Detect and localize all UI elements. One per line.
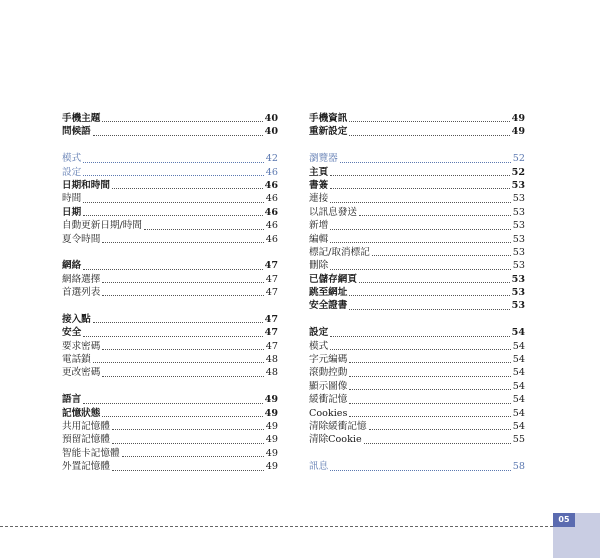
toc-leader-dots — [93, 362, 264, 363]
toc-entry-page: 40 — [264, 126, 278, 138]
toc-right-column — [309, 112, 525, 474]
toc-entry-page: 54 — [512, 354, 525, 366]
toc-leader-dots — [102, 416, 262, 417]
toc-leader-dots — [112, 429, 264, 430]
toc-entry[interactable] — [62, 166, 278, 179]
toc-leader-dots — [330, 242, 511, 243]
toc-entry[interactable] — [309, 340, 525, 353]
toc-leader-dots — [144, 229, 264, 230]
toc-leader-dots — [330, 175, 509, 176]
toc-entry[interactable] — [62, 206, 278, 219]
toc-leader-dots — [349, 135, 509, 136]
toc-entry-label: 以訊息發送 — [309, 206, 357, 218]
toc-leader-dots — [359, 215, 511, 216]
toc-section-gap — [309, 447, 525, 460]
toc-entry[interactable] — [309, 112, 525, 125]
toc-entry-label: 新增 — [309, 220, 329, 232]
toc-entry-label: 時間 — [62, 193, 82, 205]
toc-entry-label: 模式 — [309, 340, 329, 352]
toc-entry-page: 53 — [512, 246, 525, 258]
toc-entry-label: 共用記憶體 — [62, 420, 110, 432]
toc-entry[interactable] — [62, 326, 278, 339]
toc-section-gap — [309, 139, 525, 152]
toc-entry-label: 網絡選擇 — [62, 273, 101, 285]
toc-leader-dots — [349, 376, 510, 377]
toc-entry[interactable] — [62, 366, 278, 379]
toc-entry-label: Cookies — [309, 407, 348, 419]
toc-entry-label: 安全證書 — [309, 300, 348, 312]
toc-entry-label: 主頁 — [309, 166, 329, 178]
toc-leader-dots — [364, 443, 511, 444]
toc-entry-label: 自動更新日期/時間 — [62, 220, 142, 232]
toc-entry-page: 49 — [264, 394, 278, 406]
toc-entry[interactable] — [309, 192, 525, 205]
toc-leader-dots — [102, 376, 263, 377]
toc-entry-label: 訊息 — [309, 461, 329, 473]
toc-entry-page: 53 — [512, 260, 525, 272]
toc-leader-dots — [340, 162, 511, 163]
toc-leader-dots — [122, 456, 264, 457]
toc-entry[interactable] — [62, 233, 278, 246]
toc-leader-dots — [349, 403, 510, 404]
toc-entry-page: 42 — [265, 153, 278, 165]
toc-entry-label: 預留記憶體 — [62, 434, 110, 446]
toc-entry[interactable] — [309, 286, 525, 299]
toc-entry-page: 52 — [512, 153, 525, 165]
toc-entry-label: 網絡 — [62, 260, 82, 272]
toc-entry-page: 49 — [264, 407, 278, 419]
toc-entry-page: 49 — [511, 126, 525, 138]
toc-leader-dots — [330, 336, 509, 337]
toc-entry[interactable] — [309, 299, 525, 312]
toc-entry[interactable] — [309, 166, 525, 179]
toc-leader-dots — [83, 202, 264, 203]
toc-leader-dots — [102, 242, 263, 243]
toc-entry-page: 47 — [265, 273, 278, 285]
toc-entry[interactable] — [62, 313, 278, 326]
toc-entry-page: 40 — [264, 112, 278, 124]
toc-entry-label: 瀏覽器 — [309, 153, 338, 165]
toc-entry[interactable] — [309, 420, 525, 433]
toc-entry-label: 設定 — [62, 166, 82, 178]
toc-entry-page: 47 — [264, 260, 278, 272]
toc-entry-label: 書簽 — [309, 179, 329, 191]
toc-leader-dots — [359, 282, 510, 283]
toc-entry-label: 語言 — [62, 394, 82, 406]
toc-entry-page: 47 — [264, 327, 278, 339]
toc-entry-page: 54 — [512, 340, 525, 352]
toc-entry-page: 53 — [511, 179, 525, 191]
toc-entry[interactable] — [62, 219, 278, 232]
toc-leader-dots — [83, 175, 264, 176]
toc-leader-dots — [349, 121, 509, 122]
toc-entry-page: 46 — [265, 166, 278, 178]
toc-entry-label: 首選列表 — [62, 287, 101, 299]
toc-entry-label: 問候語 — [62, 126, 91, 138]
toc-entry-label: 滾動控動 — [309, 367, 348, 379]
toc-entry[interactable] — [309, 246, 525, 259]
toc-left-column — [62, 112, 278, 474]
toc-entry[interactable] — [62, 152, 278, 165]
toc-entry-label: 更改密碼 — [62, 367, 101, 379]
toc-entry-page: 54 — [511, 327, 525, 339]
toc-entry-label: 字元編碼 — [309, 354, 348, 366]
toc-leader-dots — [349, 309, 509, 310]
toc-entry-page: 53 — [512, 193, 525, 205]
toc-entry-label: 刪除 — [309, 260, 329, 272]
toc-leader-dots — [83, 403, 262, 404]
toc-entry-page: 54 — [512, 407, 525, 419]
toc-entry[interactable] — [62, 420, 278, 433]
toc-leader-dots — [369, 429, 511, 430]
toc-entry-label: 標記/取消標記 — [309, 246, 370, 258]
toc-entry[interactable] — [309, 206, 525, 219]
toc-leader-dots — [102, 282, 263, 283]
toc-entry[interactable] — [62, 179, 278, 192]
toc-entry[interactable] — [309, 152, 525, 165]
toc-leader-dots — [330, 202, 511, 203]
toc-entry[interactable] — [309, 233, 525, 246]
toc-entry[interactable] — [309, 366, 525, 379]
toc-entry-page: 49 — [265, 447, 278, 459]
toc-entry[interactable] — [62, 407, 278, 420]
toc-entry[interactable] — [309, 407, 525, 420]
toc-entry[interactable] — [62, 192, 278, 205]
toc-entry-page: 54 — [512, 380, 525, 392]
toc-entry[interactable] — [309, 393, 525, 406]
toc-entry-page: 47 — [264, 313, 278, 325]
toc-entry-page: 53 — [512, 206, 525, 218]
toc-section-gap — [62, 380, 278, 393]
toc-leader-dots — [349, 389, 510, 390]
toc-leader-dots — [83, 162, 264, 163]
toc-entry-label: 模式 — [62, 153, 82, 165]
toc-leader-dots — [93, 322, 263, 323]
toc-entry-label: 重新設定 — [309, 126, 348, 138]
toc-leader-dots — [102, 349, 263, 350]
toc-entry-page: 46 — [265, 233, 278, 245]
toc-leader-dots — [112, 443, 264, 444]
toc-entry[interactable] — [62, 447, 278, 460]
toc-entry-label: 顯示圖像 — [309, 380, 348, 392]
toc-entry[interactable] — [62, 340, 278, 353]
toc-entry-label: 手機主題 — [62, 112, 101, 124]
toc-entry-label: 安全 — [62, 327, 82, 339]
toc-entry[interactable] — [309, 433, 525, 446]
toc-section-gap — [309, 313, 525, 326]
toc-entry-page: 53 — [512, 220, 525, 232]
toc-entry-label: 接入點 — [62, 313, 91, 325]
toc-entry-page: 47 — [265, 340, 278, 352]
toc-entry[interactable] — [309, 380, 525, 393]
toc-entry-label: 編輯 — [309, 233, 329, 245]
toc-entry-label: 日期和時間 — [62, 179, 110, 191]
toc-entry[interactable] — [62, 259, 278, 272]
toc-entry-page: 58 — [512, 461, 525, 473]
toc-entry[interactable] — [62, 353, 278, 366]
toc-section-gap — [62, 139, 278, 152]
toc-leader-dots — [83, 336, 262, 337]
toc-entry-label: 緩衝記憶 — [309, 394, 348, 406]
toc-leader-dots — [93, 135, 263, 136]
toc-leader-dots — [349, 295, 509, 296]
toc-entry-label: 外置記憶體 — [62, 461, 110, 473]
toc-entry[interactable] — [62, 286, 278, 299]
toc-entry-label: 已儲存網頁 — [309, 273, 357, 285]
toc-entry-label: 要求密碼 — [62, 340, 101, 352]
toc-entry[interactable] — [309, 326, 525, 339]
toc-entry[interactable] — [62, 393, 278, 406]
toc-entry[interactable] — [309, 460, 525, 473]
toc-leader-dots — [349, 362, 510, 363]
toc-leader-dots — [330, 470, 511, 471]
toc-entry-page: 54 — [512, 394, 525, 406]
toc-entry-page: 53 — [511, 287, 525, 299]
toc-leader-dots — [330, 349, 511, 350]
toc-leader-dots — [83, 269, 262, 270]
toc-entry-page: 53 — [511, 273, 525, 285]
toc-entry-label: 智能卡記憶體 — [62, 447, 120, 459]
toc-entry-page: 48 — [265, 367, 278, 379]
toc-entry-page: 49 — [265, 420, 278, 432]
toc-entry-page: 46 — [265, 193, 278, 205]
footer-dashed-divider — [0, 526, 553, 527]
toc-entry-page: 54 — [512, 367, 525, 379]
toc-leader-dots — [102, 295, 263, 296]
toc-leader-dots — [102, 121, 262, 122]
toc-entry[interactable] — [309, 219, 525, 232]
toc-entry[interactable] — [62, 460, 278, 473]
toc-entry-page: 55 — [512, 434, 525, 446]
toc-entry-label: 電話鎖 — [62, 354, 91, 366]
toc-entry[interactable] — [309, 273, 525, 286]
toc-entry-page: 53 — [511, 300, 525, 312]
toc-entry-label: 跳至網址 — [309, 287, 348, 299]
toc-entry-page: 54 — [512, 420, 525, 432]
toc-entry[interactable] — [62, 273, 278, 286]
toc-entry-page: 49 — [265, 461, 278, 473]
toc-entry-label: 夏令時間 — [62, 233, 101, 245]
toc-entry-page: 46 — [265, 220, 278, 232]
toc-entry-page: 48 — [265, 354, 278, 366]
toc-entry-page: 49 — [265, 434, 278, 446]
toc-leader-dots — [330, 269, 511, 270]
toc-entry-page: 47 — [265, 287, 278, 299]
toc-entry-label: 設定 — [309, 327, 329, 339]
toc-leader-dots — [112, 188, 263, 189]
toc-entry-page: 46 — [264, 206, 278, 218]
toc-entry-page: 53 — [512, 233, 525, 245]
toc-entry[interactable] — [62, 125, 278, 138]
toc-entry-label: 清除緩衝記憶 — [309, 420, 367, 432]
toc-entry[interactable] — [62, 112, 278, 125]
toc-leader-dots — [330, 229, 511, 230]
toc-entry-label: 清除Cookie — [309, 434, 362, 446]
toc-leader-dots — [112, 470, 264, 471]
toc-entry-page: 46 — [264, 179, 278, 191]
toc-section-gap — [62, 246, 278, 259]
toc-entry-label: 手機資訊 — [309, 112, 348, 124]
toc-entry-page: 49 — [511, 112, 525, 124]
toc-entry-label: 連接 — [309, 193, 329, 205]
toc-section-gap — [62, 299, 278, 312]
toc-entry[interactable] — [309, 125, 525, 138]
toc-entry[interactable] — [309, 179, 525, 192]
toc-entry[interactable] — [309, 353, 525, 366]
toc-leader-dots — [83, 215, 262, 216]
page-number: 05 — [553, 513, 575, 527]
toc-leader-dots — [349, 416, 510, 417]
toc-entry[interactable] — [62, 433, 278, 446]
toc-entry-page: 52 — [511, 166, 525, 178]
toc-entry[interactable] — [309, 259, 525, 272]
toc-leader-dots — [372, 255, 511, 256]
toc-leader-dots — [330, 188, 509, 189]
toc-entry-label: 記憶狀態 — [62, 407, 101, 419]
toc-entry-label: 日期 — [62, 206, 82, 218]
